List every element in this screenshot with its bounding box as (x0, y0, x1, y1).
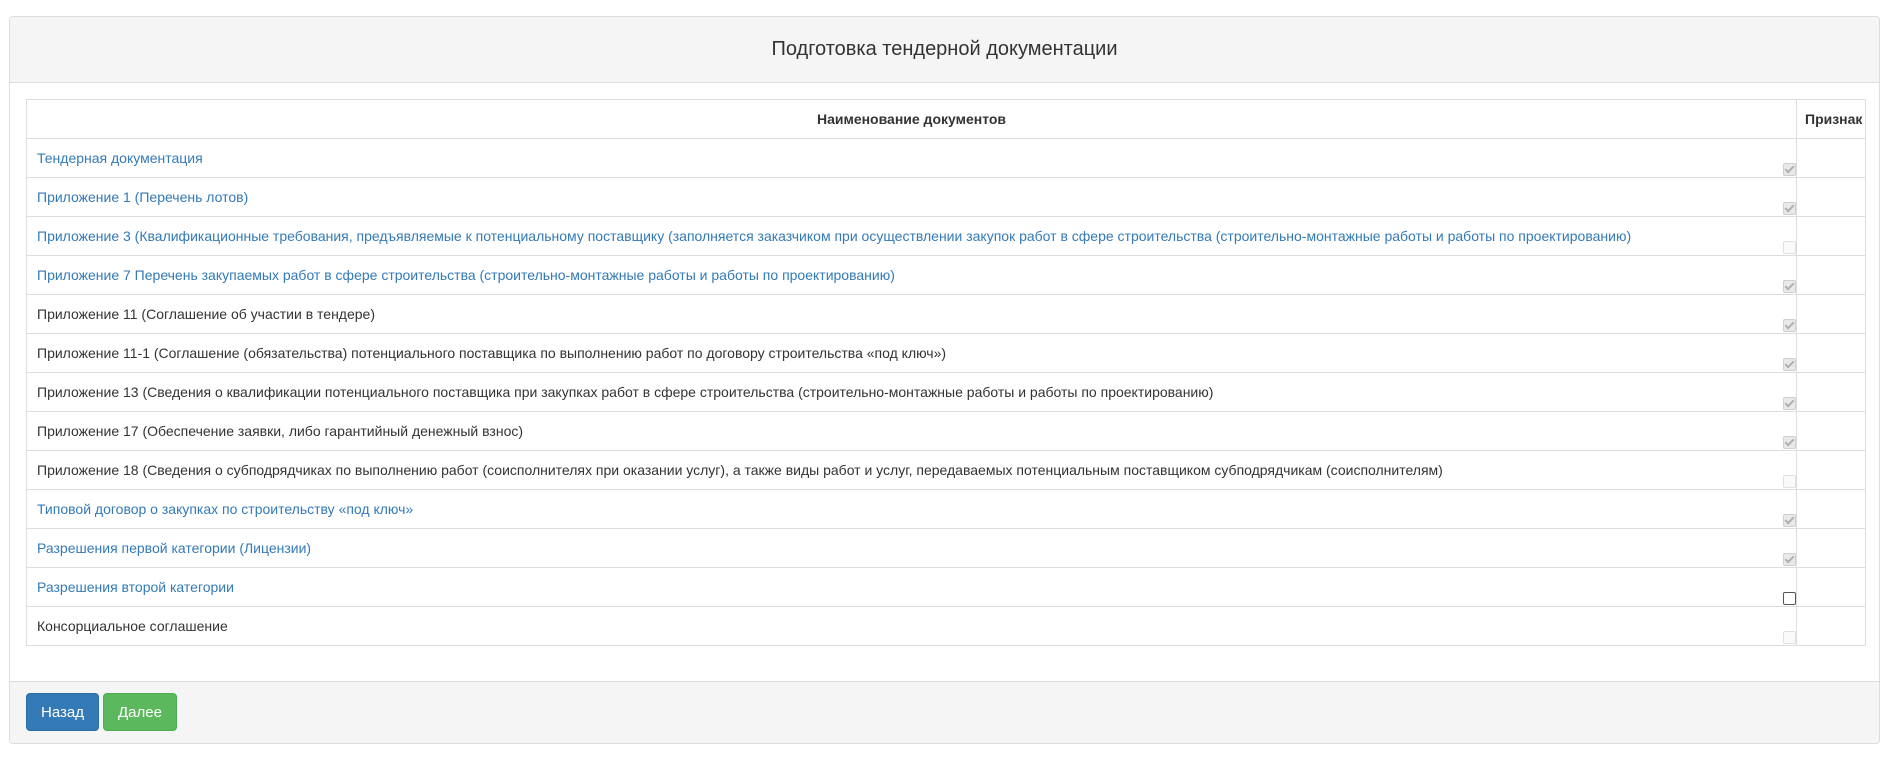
flag-cell (1797, 139, 1866, 178)
document-name-cell (27, 529, 1797, 568)
table-header-row (27, 100, 1866, 139)
document-label: Консорциальное соглашение (37, 618, 228, 634)
document-link[interactable]: Приложение 1 (Перечень лотов) (37, 189, 249, 205)
document-name-cell (27, 607, 1797, 646)
flag-cell (1797, 529, 1866, 568)
document-link[interactable]: Разрешения первой категории (Лицензии) (37, 540, 312, 556)
table-row (27, 568, 1866, 607)
document-checkbox (1783, 475, 1796, 488)
document-checkbox (1783, 358, 1796, 371)
document-name-cell (27, 295, 1797, 334)
panel-footer (10, 681, 1879, 743)
flag-cell (1797, 217, 1866, 256)
document-name-cell (27, 178, 1797, 217)
flag-cell (1797, 256, 1866, 295)
document-link[interactable]: Тендерная документация (37, 150, 203, 166)
document-link[interactable]: Приложение 3 (Квалификационные требования, предъявляемые к потенциальному поставщику (заполняется заказчиком при осуществлении закупок работ в сфере строительства (строительно-монтажные работы и работы по проектированию) (37, 228, 1632, 244)
flag-cell (1797, 334, 1866, 373)
document-name-cell (27, 217, 1797, 256)
table-row (27, 607, 1866, 646)
table-row (27, 178, 1866, 217)
table-row (27, 295, 1866, 334)
table-row (27, 334, 1866, 373)
table-row (27, 217, 1866, 256)
document-checkbox (1783, 163, 1796, 176)
table-row (27, 412, 1866, 451)
document-name-cell (27, 256, 1797, 295)
table-row (27, 451, 1866, 490)
document-checkbox (1783, 241, 1796, 254)
document-name-cell (27, 373, 1797, 412)
documents-table-body (27, 139, 1866, 646)
document-checkbox (1783, 436, 1796, 449)
document-name-cell (27, 139, 1797, 178)
document-name-cell (27, 412, 1797, 451)
flag-cell (1797, 451, 1866, 490)
document-checkbox (1783, 202, 1796, 215)
document-link[interactable]: Приложение 7 Перечень закупаемых работ в сфере строительства (строительно-монтажные работы и работы по проектированию) (37, 267, 895, 283)
document-checkbox (1783, 514, 1796, 527)
documents-table (26, 99, 1866, 646)
document-label: Приложение 17 (Обеспечение заявки, либо гарантийный денежный взнос) (37, 423, 524, 439)
flag-cell (1797, 490, 1866, 529)
table-row (27, 139, 1866, 178)
table-row (27, 529, 1866, 568)
next-button[interactable]: Далее (103, 693, 177, 731)
flag-cell (1797, 568, 1866, 607)
panel-body (10, 83, 1879, 691)
document-checkbox (1783, 553, 1796, 566)
document-name-cell (27, 568, 1797, 607)
flag-cell (1797, 373, 1866, 412)
document-label: Приложение 13 (Сведения о квалификации потенциального поставщика при закупках работ в сфере строительства (строительно-монтажные работы и работы по проектированию) (37, 384, 1214, 400)
tender-docs-panel (9, 16, 1880, 744)
document-link[interactable]: Разрешения второй категории (37, 579, 234, 595)
flag-cell (1797, 607, 1866, 646)
table-row (27, 373, 1866, 412)
document-label: Приложение 11-1 (Соглашение (обязательства) потенциального поставщика по выполнению работ по договору строительства «под ключ») (37, 345, 947, 361)
document-checkbox (1783, 397, 1796, 410)
panel-title: Подготовка тендерной документации (10, 17, 1879, 83)
document-name-cell (27, 334, 1797, 373)
document-label: Приложение 11 (Соглашение об участии в тендере) (37, 306, 375, 322)
document-checkbox (1783, 631, 1796, 644)
document-checkbox (1783, 319, 1796, 332)
document-name-cell (27, 490, 1797, 529)
table-row (27, 490, 1866, 529)
document-checkbox (1783, 280, 1796, 293)
flag-cell (1797, 295, 1866, 334)
header-flag: Признак (1797, 100, 1866, 139)
document-name-cell (27, 451, 1797, 490)
document-link[interactable]: Типовой договор о закупках по строительству «под ключ» (37, 501, 414, 517)
header-document-name: Наименование документов (27, 100, 1797, 139)
document-label: Приложение 18 (Сведения о субподрядчиках по выполнению работ (соисполнителях при оказании услуг), а также виды работ и услуг, передаваемых потенциальным поставщиком субподрядчикам (соисполнителям) (37, 462, 1443, 478)
document-checkbox[interactable] (1783, 592, 1796, 605)
flag-cell (1797, 412, 1866, 451)
back-button[interactable]: Назад (26, 693, 99, 731)
flag-cell (1797, 178, 1866, 217)
table-row (27, 256, 1866, 295)
